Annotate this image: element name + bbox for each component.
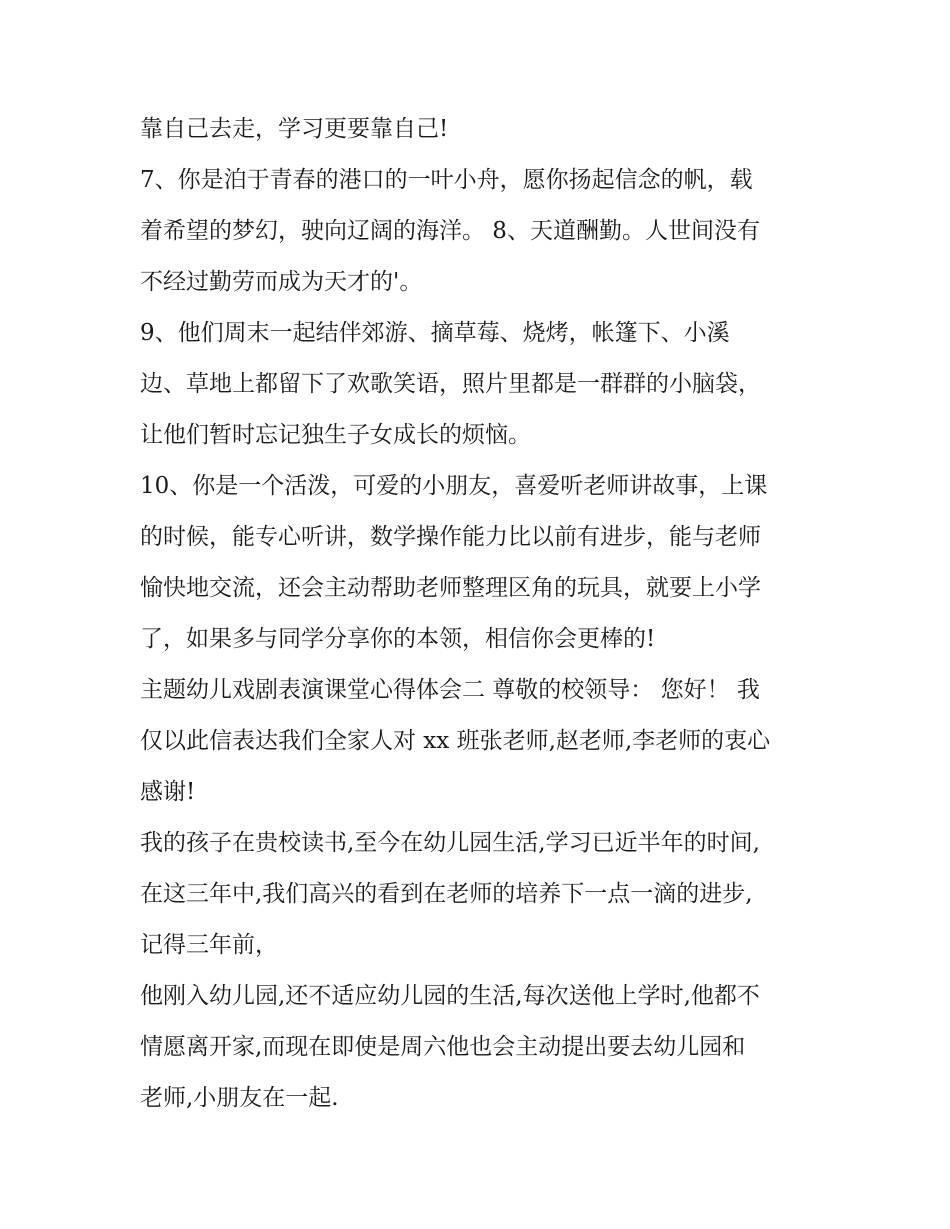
text-line: 了，如果多与同学分享你的本领，相信你会更棒的! bbox=[140, 626, 656, 652]
text-line: 不经过勤劳而成为天才的'。 bbox=[140, 269, 423, 295]
text-line: 在这三年中,我们高兴的看到在老师的培养下一点一滴的进步, bbox=[140, 881, 753, 907]
text-line: 主题幼儿戏剧表演课堂心得体会二 尊敬的校领导： 您好！ 我 bbox=[140, 677, 760, 703]
text-line: 感谢! bbox=[140, 779, 196, 805]
text-line: 仅以此信表达我们全家人对 xx 班张老师,赵老师,李老师的衷心 bbox=[140, 728, 771, 754]
text-line: 边、草地上都留下了欢歌笑语，照片里都是一群群的小脑袋， bbox=[140, 371, 761, 397]
text-line: 的时候，能专心听讲，数学操作能力比以前有进步，能与老师 bbox=[140, 524, 761, 550]
text-line: 记得三年前， bbox=[140, 932, 278, 958]
text-line: 情愿离开家,而现在即使是周六他也会主动提出要去幼儿园和 bbox=[140, 1034, 746, 1060]
text-line: 他刚入幼儿园,还不适应幼儿园的生活,每次送他上学时,他都不 bbox=[140, 983, 760, 1009]
text-line: 我的孩子在贵校读书,至今在幼儿园生活,学习已近半年的时间, bbox=[140, 830, 760, 856]
text-line: 9、他们周末一起结伴郊游、摘草莓、烧烤，帐篷下、小溪 bbox=[140, 320, 730, 346]
text-line: 让他们暂时忘记独生子女成长的烦恼。 bbox=[140, 422, 531, 448]
document-body bbox=[140, 104, 820, 1124]
text-line: 老师,小朋友在一起. bbox=[140, 1085, 339, 1111]
text-line: 靠自己去走，学习更要靠自己! bbox=[140, 116, 449, 142]
text-line: 10、你是一个活泼，可爱的小朋友，喜爱听老师讲故事，上课 bbox=[140, 473, 768, 499]
text-line: 7、你是泊于青春的港口的一叶小舟，愿你扬起信念的帆，载 bbox=[140, 167, 753, 193]
text-line: 愉快地交流，还会主动帮助老师整理区角的玩具，就要上小学 bbox=[140, 575, 761, 601]
text-line: 着希望的梦幻，驶向辽阔的海洋。 8、天道酬勤。人世间没有 bbox=[140, 218, 760, 244]
